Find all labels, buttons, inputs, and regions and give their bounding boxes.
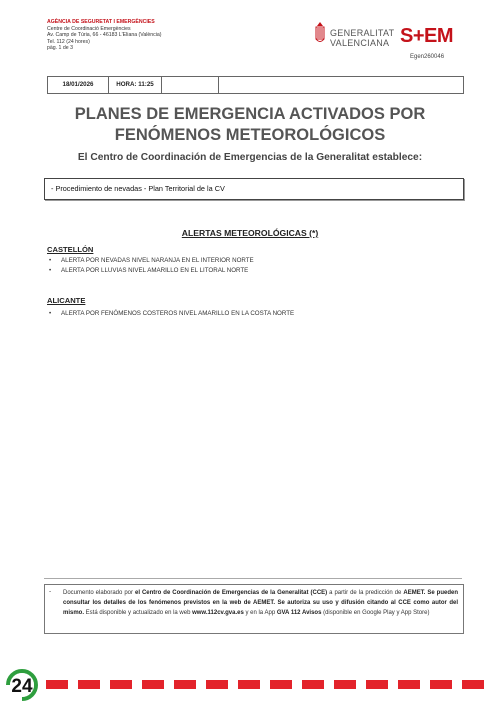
agency-centre: Centre de Coordinació Emergències [47,25,131,32]
footer-note-box [44,584,464,634]
watermark-text: 24 [11,676,33,697]
footer-app-name: GVA 112 Avisos [276,610,322,616]
generalitat-logo [314,22,394,58]
generalitat-seal-icon [314,22,326,44]
footer-dash: - [49,588,52,595]
page-number: pàg. 1 de 3 [47,45,73,52]
generalitat-line1: GENERALITAT [330,28,395,38]
bottom-stripe-band [0,668,500,702]
alert-list [47,256,254,276]
agency-header [47,19,162,52]
bulletin-time: HORA: 11:25 [116,81,154,88]
bulletin-date: 18/01/2026 [62,81,94,88]
agency-name: AGÈNCIA DE SEGURETAT I EMERGÈNCIES [47,19,155,25]
alert-item: • ALERTA POR FENÓMENOS COSTEROS NIVEL AMARILLO EN LA COSTA NORTE [47,309,294,319]
region-name: CASTELLÓN [47,245,94,254]
alert-list [47,309,294,319]
generalitat-line2: VALENCIANA [330,38,390,48]
date-time-row [47,76,464,94]
page-subtitle: El Centro de Coordinación de Emergencias de la Generalitat establece: [77,152,423,163]
watermark-24-logo [2,668,42,702]
page-title-line2: FENÓMENOS METEOROLÓGICOS [114,126,386,144]
agency-address: Av. Camp de Túria, 66 - 46183 L'Eliana (València) [47,32,162,39]
region-name: ALICANTE [47,296,86,305]
agency-phone: Tel. 112 (24 hores) [47,38,90,45]
alerts-heading: ALERTAS METEOROLÓGICAS (*) [181,228,319,238]
alert-item: • ALERTA POR NEVADAS NIVEL NARANJA EN EL INTERIOR NORTE [47,256,254,266]
activated-procedures-box [44,178,464,200]
footer-web-link[interactable]: www.112cv.gva.es [192,610,244,616]
alert-item: • ALERTA POR LLUVIAS NIVEL AMARILLO EN EL LITORAL NORTE [47,266,254,276]
activated-procedures: - Procedimiento de nevadas - Plan Territorial de la CV [51,184,225,193]
page-title-line1: PLANES DE EMERGENCIA ACTIVADOS POR [74,105,426,123]
footer-note: Documento elaborado por el Centro de Coordinación de Emergencias de la Generalitat (CCE) a partir de la predicción de AEMET. Se pueden consultar los detalles de los fenómenos previstos en la web de AEMET. Se autoriza su uso y difusión citando al CCE como autor del mismo. Está disponible y actualizado en la web www.112cv.gva.es y en la App GVA 112 Avisos (disponible en Google Play y App Store) [63,590,459,616]
document-code: Egen260046 [410,54,445,60]
footer-divider [44,578,462,579]
sem-logo: S+EM [400,25,454,47]
